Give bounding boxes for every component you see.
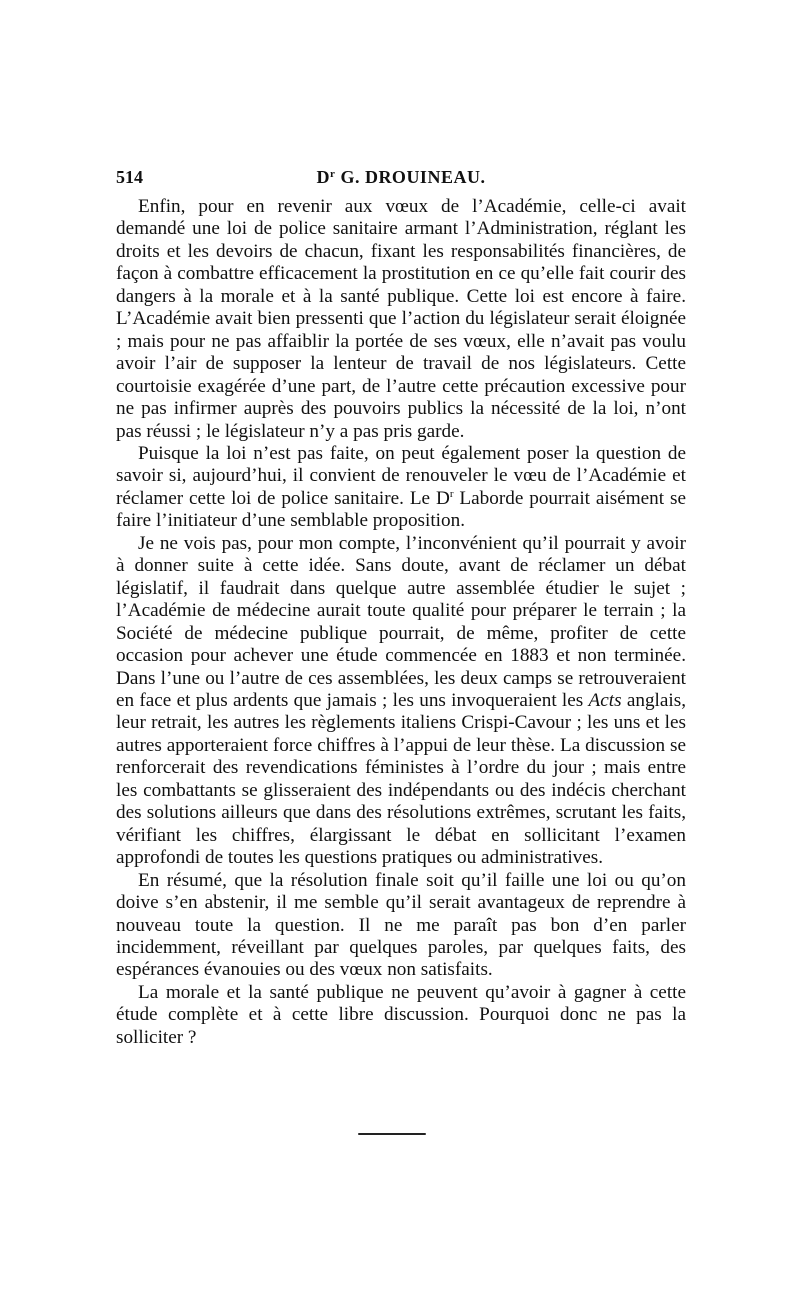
paragraph-2 bbox=[116, 443, 686, 533]
paragraph-3-text-before: Je ne vois pas, pour mon compte, l’inconvénient qu’il pourrait y avoir à donner suite à cette idée. Sans doute, avant de réclamer un débat législatif, il faudrait dans quelque autre assemblée étudier le sujet ; l’Académie de médecine aurait toute qualité pour préparer le terrain ; la Société de médecine publique pourrait, de même, profiter de cette occasion pour achever une étude commencée en 1883 et non terminée. Dans l’une ou l’autre de ces assemblées, les deux camps se retrouveraient en face et plus ardents que jamais ; les uns invoqueraient les bbox=[116, 532, 686, 711]
paragraph-4: En résumé, que la résolution finale soit qu’il faille une loi ou qu’on doive s’en abstenir, il me semble qu’il serait avantageux de reprendre à nouveau toute la question. Il ne me paraît pas bon d’en parler incidemment, réveillant par quelques paroles, par quelques faits, des espérances évanouies ou des vœux non satisfaits. bbox=[116, 869, 686, 981]
running-head bbox=[116, 166, 686, 188]
author-prefix-superscript: r bbox=[330, 168, 336, 180]
paragraph-3-italic: Acts bbox=[588, 689, 622, 711]
author-name: G. DROUINEAU. bbox=[335, 167, 486, 187]
paragraph-3-text-after: anglais, leur retrait, les autres les règlements italiens Crispi-Cavour ; les uns et les autres apporteraient force chiffres à l’appui de leur thèse. La discussion se renforcerait des revendications féministes à l’ordre du jour ; mais entre les combattants se glisseraient des indépendants ou des indécis cherchant des solutions ailleurs que dans des résolutions extrêmes, scrutant les faits, vérifiant les chiffres, élargissant le débat en sollicitant l’examen approfondi de toutes les questions pratiques ou administratives. bbox=[116, 689, 687, 869]
paragraph-3 bbox=[116, 533, 686, 870]
page-number: 514 bbox=[116, 167, 143, 187]
paragraph-5: La morale et la santé publique ne peuvent qu’avoir à gagner à cette étude complète et à cette libre discussion. Pourquoi donc ne pas la solliciter ? bbox=[116, 981, 686, 1048]
paragraph-1: Enfin, pour en revenir aux vœux de l’Académie, celle-ci avait demandé une loi de police sanitaire armant l’Administration, réglant les droits et les devoirs de chacun, fixant les responsabilités financières, de façon à combattre efficacement la prostitution en ce qu’elle fait courir des dangers à la morale et à la santé publique. Cette loi est encore à faire. L’Académie avait bien pressenti que l’action du législateur serait éloignée ; mais pour ne pas affaiblir la portée de ses vœux, elle n’avait pas voulu avoir l’air de supposer la lenteur de travail de nos législateurs. Cette courtoisie exagérée d’une part, de l’autre cette précaution excessive pour ne pas infirmer auprès des pouvoirs publics la nécessité de la loi, n’ont pas réussi ; le législateur n’y a pas pris garde. bbox=[116, 196, 686, 442]
author-prefix: D bbox=[316, 167, 331, 187]
paragraph-2-superscript: r bbox=[449, 487, 454, 500]
closing-rule bbox=[358, 1133, 426, 1135]
running-title bbox=[116, 166, 686, 188]
body-text bbox=[116, 196, 686, 1049]
paragraph-2-text-after: Laborde pourrait aisément se faire l’initiateur d’une semblable proposition. bbox=[116, 487, 686, 532]
paragraph-2-text-before: Puisque la loi n’est pas faite, on peut également poser la question de savoir si, aujourd’hui, il convient de renouveler le vœu de l’Académie et réclamer cette loi de police sanitaire. Le D bbox=[116, 442, 686, 509]
